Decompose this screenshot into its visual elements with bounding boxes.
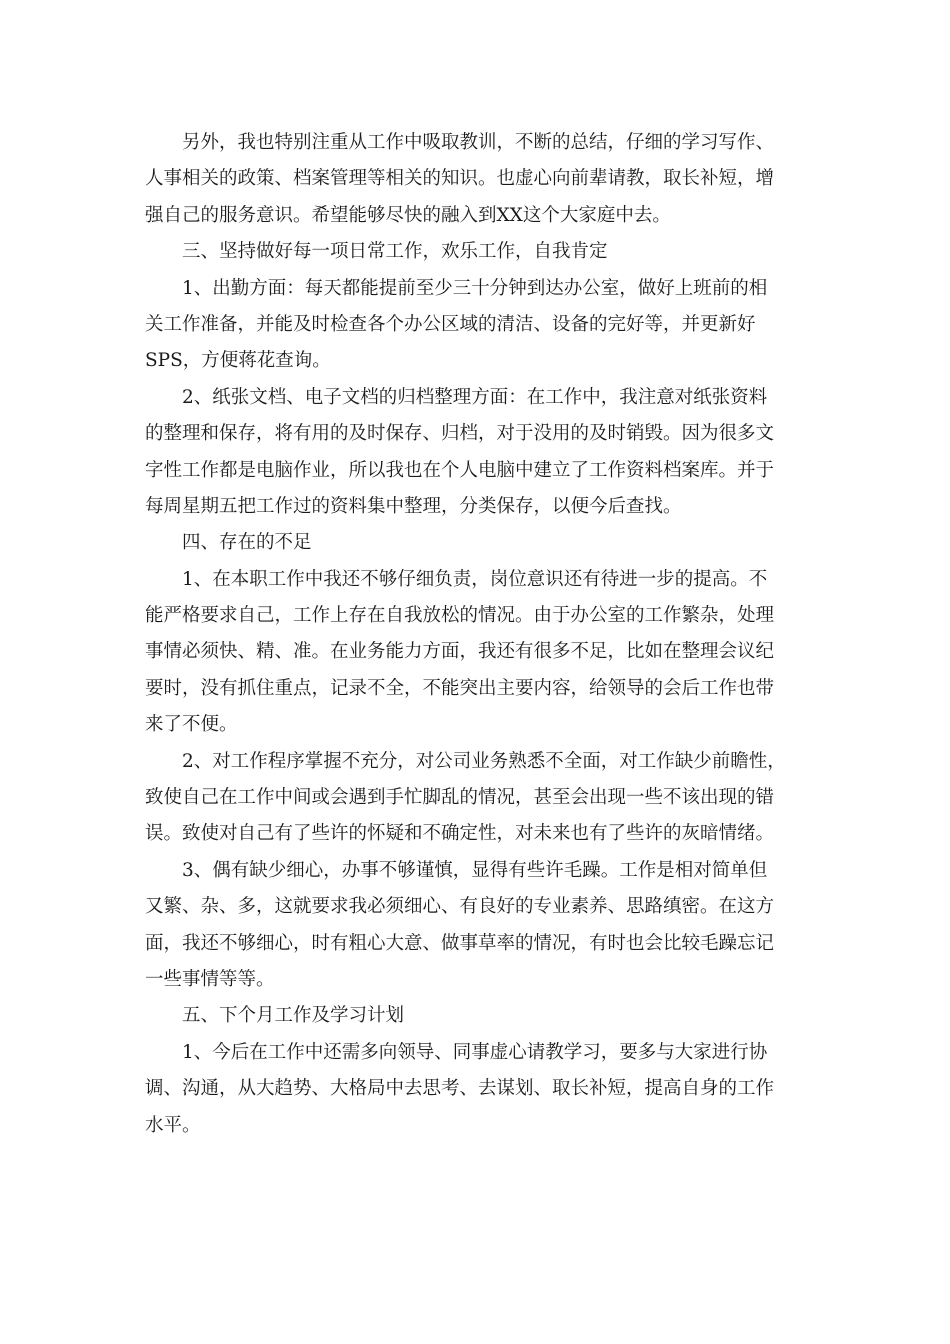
paragraph-line: 误。致使对自己有了些许的怀疑和不确定性，对未来也有了些许的灰暗情绪。 (145, 823, 775, 845)
paragraph-line: 来了不便。 (145, 714, 238, 736)
heading-text: 三、坚持做好每一项日常工作，欢乐工作，自我肯定 (182, 241, 608, 263)
paragraph-line: 3、偶有缺少细心，办事不够谨慎，显得有些许毛躁。工作是相对简单但 (182, 859, 768, 881)
section-heading (145, 234, 805, 270)
paragraph-line: 每周星期五把工作过的资料集中整理，分类保存，以便今后查找。 (145, 495, 682, 517)
section-heading (145, 525, 805, 561)
paragraph-line: 水平。 (145, 1114, 201, 1136)
paragraph-line: 强自己的服务意识。希望能够尽快的融入到XX这个大家庭中去。 (145, 204, 671, 226)
paragraph-line: 要时，没有抓住重点，记录不全，不能突出主要内容，给领导的会后工作也带 (145, 677, 775, 699)
paragraph-line: 一些事情等等。 (145, 968, 275, 990)
heading-text: 五、下个月工作及学习计划 (182, 1005, 405, 1027)
paragraph-line: 1、今后在工作中还需多向领导、同事虚心请教学习，要多与大家进行协 (182, 1041, 768, 1063)
body-paragraph (145, 380, 805, 526)
paragraph-line: 事情必须快、精、准。在业务能力方面，我还有很多不足，比如在整理会议纪 (145, 641, 775, 663)
body-paragraph (145, 1035, 805, 1144)
document-body (145, 125, 805, 1144)
paragraph-line: 调、沟通，从大趋势、大格局中去思考、去谋划、取长补短，提高自身的工作 (145, 1078, 775, 1100)
paragraph-line: 关工作准备，并能及时检查各个办公区域的清洁、设备的完好等，并更新好 (145, 313, 756, 335)
paragraph-line: 2、纸张文档、电子文档的归档整理方面：在工作中，我注意对纸张资料 (182, 386, 768, 408)
paragraph-line: 2、对工作程序掌握不充分，对公司业务熟悉不全面，对工作缺少前瞻性， (182, 750, 786, 772)
heading-text: 四、存在的不足 (182, 532, 312, 554)
body-paragraph (145, 562, 805, 744)
body-paragraph (145, 125, 805, 234)
paragraph-line: 1、出勤方面：每天都能提前至少三十分钟到达办公室，做好上班前的相 (182, 277, 768, 299)
paragraph-line: 的整理和保存，将有用的及时保存、归档，对于没用的及时销毁。因为很多文 (145, 423, 775, 445)
paragraph-line: 1、在本职工作中我还不够仔细负责，岗位意识还有待进一步的提高。不 (182, 568, 768, 590)
paragraph-line: 能严格要求自己，工作上存在自我放松的情况。由于办公室的工作繁杂，处理 (145, 605, 775, 627)
paragraph-line: 另外，我也特别注重从工作中吸取教训，不断的总结，仔细的学习写作、 (182, 132, 775, 153)
paragraph-line: 面，我还不够细心，时有粗心大意、做事草率的情况，有时也会比较毛躁忘记 (145, 932, 775, 954)
body-paragraph (145, 853, 805, 999)
paragraph-line: 字性工作都是电脑作业，所以我也在个人电脑中建立了工作资料档案库。并于 (145, 459, 775, 481)
paragraph-line: 致使自己在工作中间或会遇到手忙脚乱的情况，甚至会出现一些不该出现的错 (145, 787, 775, 809)
paragraph-line: 又繁、杂、多，这就要求我必须细心、有良好的专业素养、思路缜密。在这方 (145, 896, 775, 918)
paragraph-line: SPS，方便蒋花查询。 (145, 350, 331, 372)
body-paragraph (145, 744, 805, 853)
body-paragraph (145, 271, 805, 380)
section-heading (145, 998, 805, 1034)
paragraph-line: 人事相关的政策、档案管理等相关的知识。也虚心向前辈请教，取长补短，增 (145, 168, 775, 190)
